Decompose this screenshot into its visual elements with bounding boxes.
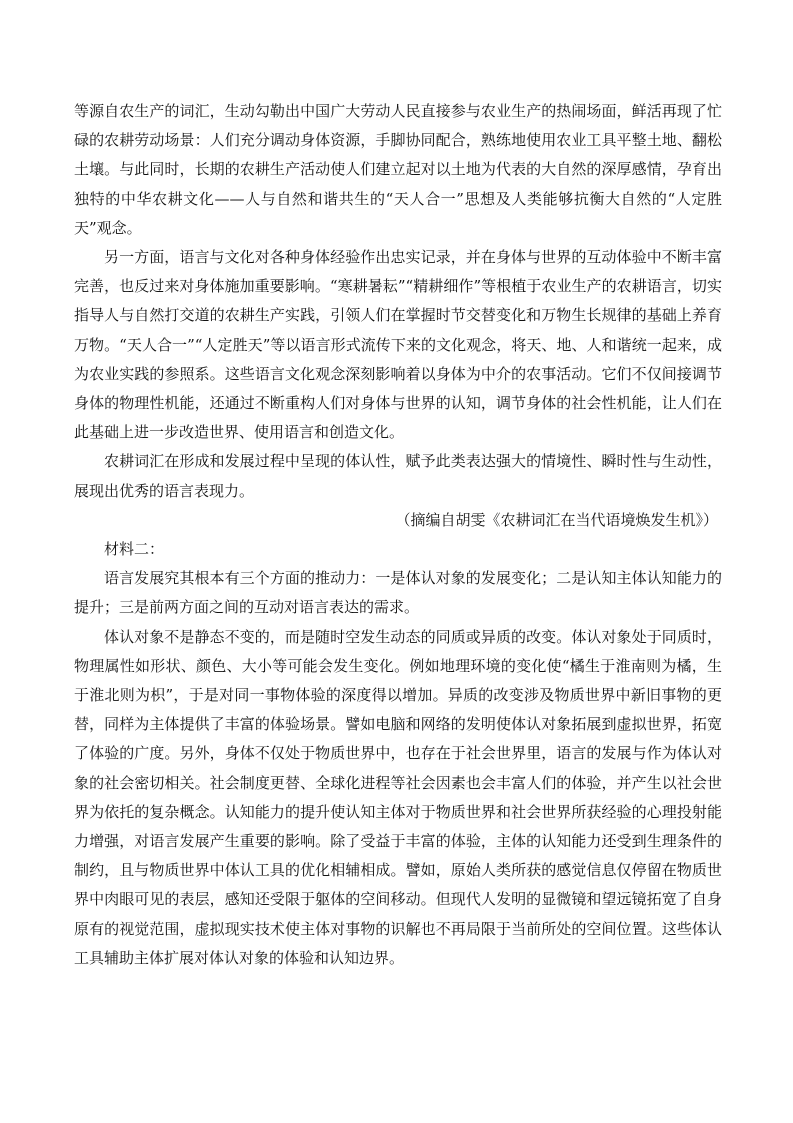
material1-paragraph-1: 等源自农生产的词汇，生动勾勒出中国广大劳动人民直接参与农业生产的热闹场面，鲜活再现了忙碌的农耕劳动场景：人们充分调动身体资源，手脚协同配合，熟练地使用农业工具平整土地、翻松土壤。与此同时，长期的农耕生产活动使人们建立起对以土地为代表的大自然的深厚感情，孕育出独特的中华农耕文化——人与自然和谐共生的“天人合一”思想及人类能够抗衡大自然的“人定胜天”观念。: [74, 102, 722, 237]
material2-heading: 材料二：: [104, 540, 165, 559]
material2-paragraph-2: 体认对象不是静态不变的，而是随时空发生动态的同质或异质的改变。体认对象处于同质时，物理属性如形状、颜色、大小等可能会发生变化。例如地理环境的变化使“橘生于淮南则为橘，生于淮北则为枳”，于是对同一事物体验的深度得以增加。异质的改变涉及物质世界中新旧事物的更替，同样为主体提供了丰富的体验场景。譬如电脑和网络的发明使体认对象拓展到虚拟世界，拓宽了体验的广度。另外，身体不仅处于物质世界中，也存在于社会世界里，语言的发展与作为体认对象的社会密切相关。社会制度更替、全球化进程等社会因素也会丰富人们的体验，并产生以社会世界为依托的复杂概念。认知能力的提升使认知主体对于物质世界和社会世界所获经验的心理投射能力增强，对语言发展产生重要的影响。除了受益于丰富的体验，主体的认知能力还受到生理条件的制约，且与物质世界中体认工具的优化相辅相成。譬如，原始人类所获的感觉信息仅停留在物质世界中肉眼可见的表层，感知还受限于躯体的空间移动。但现代人发明的显微镜和望远镜拓宽了自身原有的视觉范围，虚拟现实技术使主体对事物的识解也不再局限于当前所处的空间位置。这些体认工具辅助主体扩展对体认对象的体验和认知边界。: [74, 627, 722, 967]
material2-paragraph-1: 语言发展究其根本有三个方面的推动力：一是体认对象的发展变化；二是认知主体认知能力的提升；三是前两方面之间的互动对语言表达的需求。: [74, 569, 722, 617]
material1-paragraph-2: 另一方面，语言与文化对各种身体经验作出忠实记录，并在身体与世界的互动体验中不断丰富完善，也反过来对身体施加重要影响。“寒耕暑耘”“精耕细作”等根植于农业生产的农耕语言，切实指导人与自然打交道的农耕生产实践，引领人们在掌握时节交替变化和万物生长规律的基础上养育万物。“天人合一”“人定胜天”等以语言形式流传下来的文化观念，将天、地、人和谐统一起来，成为农业实践的参照系。这些语言文化观念深刻影响着以身体为中介的农事活动。它们不仅间接调节身体的物理性机能，还通过不断重构人们对身体与世界的认知，调节身体的社会性机能，让人们在此基础上进一步改造世界、使用语言和创造文化。: [74, 248, 722, 442]
material1-source: （摘编自胡雯《农耕词汇在当代语境焕发生机》）: [395, 510, 718, 529]
material1-paragraph-3: 农耕词汇在形成和发展过程中呈现的体认性，赋予此类表达强大的情境性、瞬时性与生动性，展现出优秀的语言表现力。: [74, 452, 722, 500]
document-body: [74, 97, 722, 973]
